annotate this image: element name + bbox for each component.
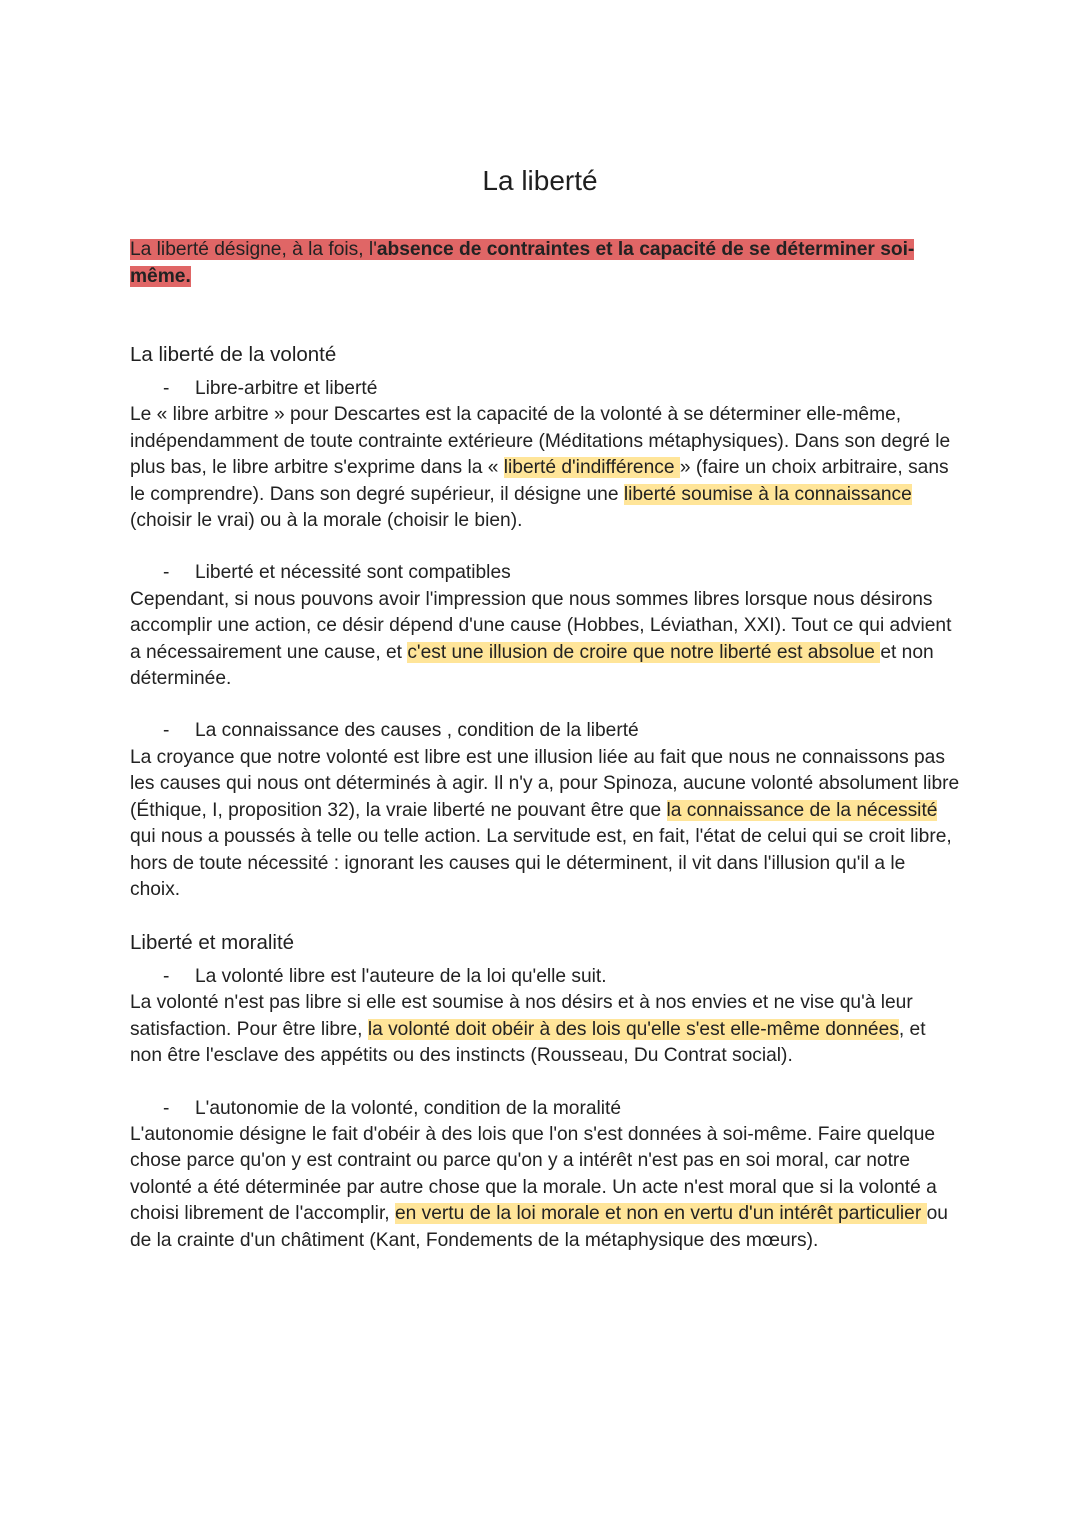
paragraph: Cependant, si nous pouvons avoir l'impression que nous sommes libres lorsque nous désirons accomplir une action, ce désir dépend d'une cause (Hobbes, Léviathan, XXI). Tout ce qui advient a nécessairement une cause, et c'est une illusion de croire que notre liberté est absolue et non déterminée. xyxy=(130,588,952,690)
bullet-dash: - xyxy=(163,720,170,742)
highlight: la volonté doit obéir à des lois qu'elle s'est elle-même données xyxy=(367,1018,899,1040)
highlight: liberté soumise à la connaissance xyxy=(623,483,912,505)
subsection-title: - L'autonomie de la volonté, condition de la moralité xyxy=(130,1096,960,1122)
subsection-title: - Libre-arbitre et liberté xyxy=(130,376,960,402)
intro-definition xyxy=(130,237,930,290)
subsection-title: - La connaissance des causes , condition de la liberté xyxy=(130,718,960,744)
highlight: liberté d'indifférence xyxy=(503,457,680,479)
paragraph: Le « libre arbitre » pour Descartes est la capacité de la volonté à se déterminer elle-même, indépendamment de toute contrainte extérieure (Méditations métaphysiques). Dans son degré le plus bas, le libre arbitre s'exprime dans la « liberté d'indifférence » (faire un choix arbitraire, sans le comprendre). Dans son degré supérieur, il désigne une liberté soumise à la connaissance (choisir le vrai) ou à la morale (choisir le bien). xyxy=(130,404,951,532)
section-heading: Liberté et moralité xyxy=(130,931,295,954)
highlight: c'est une illusion de croire que notre liberté est absolue xyxy=(407,641,881,663)
subsection-title: - La volonté libre est l'auteure de la loi qu'elle suit. xyxy=(130,964,960,990)
paragraph: L'autonomie désigne le fait d'obéir à des lois que l'on s'est données à soi-même. Faire quelque chose parce qu'on y est contraint ou parce qu'on y a intérêt n'est pas en soi moral, car notre volonté a été déterminée par autre chose que la morale. Un acte n'est moral que si la volonté a choisi librement de l'accomplir, en vertu de la loi morale et non en vertu d'un intérêt particulier ou de la crainte d'un châtiment (Kant, Fondements de la métaphysique des mœurs). xyxy=(130,1124,948,1251)
section-liberte-moralite xyxy=(130,930,960,1254)
bullet-dash: - xyxy=(163,966,170,987)
paragraph: La croyance que notre volonté est libre est une illusion liée au fait que nous ne connaissons pas les causes qui nous ont déterminés à agir. Il n'y a, pour Spinoza, aucune volonté absolument libre (Éthique, I, proposition 32), la vraie liberté ne pouvant être que la connaissance de la nécessité qui nous a poussés à telle ou telle action. La servitude est, en fait, l'état de celui qui se croit libre, hors de toute nécessité : ignorant les causes qui le déterminent, il vit dans l'illusion qu'il a le choix. xyxy=(130,746,960,900)
bullet-dash: - xyxy=(163,378,170,399)
section-liberte-volonte xyxy=(130,342,960,903)
bullet-dash: - xyxy=(163,562,170,584)
paragraph: La volonté n'est pas libre si elle est soumise à nos désirs et à nos envies et ne vise qu'à leur satisfaction. Pour être libre, la volonté doit obéir à des lois qu'elle s'est elle-même données, et non être l'esclave des appétits ou des instincts (Rousseau, Du Contrat social). xyxy=(130,992,926,1067)
bullet-dash: - xyxy=(163,1097,170,1119)
section-heading: La liberté de la volonté xyxy=(130,343,337,366)
highlight: la connaissance de la nécessité xyxy=(666,799,938,821)
document-title: La liberté xyxy=(482,165,598,196)
intro-text-highlight: La liberté désigne, à la fois, l' xyxy=(130,239,377,260)
highlight: en vertu de la loi morale et non en vertu d'un intérêt particulier xyxy=(394,1203,927,1225)
intro-bold-text: absence de contraintes et la capacité de se déterminer soi-même. xyxy=(130,239,915,287)
subsection-title: - Liberté et nécessité sont compatibles xyxy=(130,560,960,586)
